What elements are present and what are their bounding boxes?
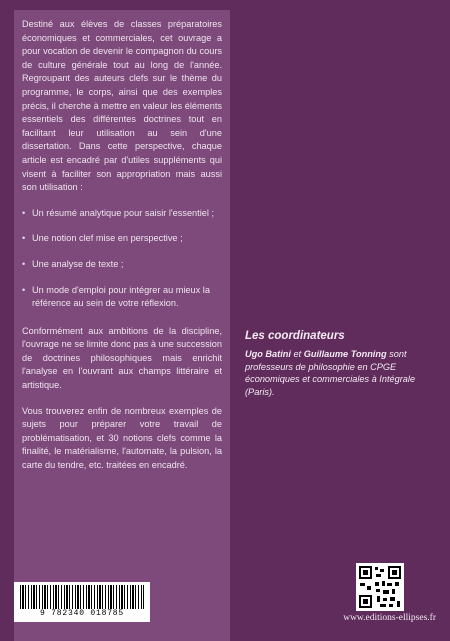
- coordinators-description: sont professeurs de philosophie en CPGE économiques et commerciales à Intégrale (Paris).: [245, 349, 416, 397]
- barcode-number: 9 782340 018785: [39, 609, 124, 618]
- coordinator-name-2: Guillaume Tonning: [303, 349, 387, 359]
- coordinator-name-1: Ugo Batini: [245, 349, 291, 359]
- barcode-bars: [20, 585, 144, 609]
- feature-item: • Une analyse de texte ;: [22, 258, 222, 272]
- feature-item: • Une notion clef mise en perspective ;: [22, 232, 222, 246]
- description-text: [22, 18, 222, 485]
- feature-item: • Un résumé analytique pour saisir l'essentiel ;: [22, 207, 222, 221]
- publisher-website: www.editions-ellipses.fr: [343, 613, 436, 623]
- description-paragraph-3: Vous trouverez enfin de nombreux exemples de sujets pour préparer votre travail de problématisation, et 30 notions clefs comme la finalité, le matérialisme, l'automate, la pulsion, la carte du tendre, etc. traitées en encadré.: [22, 405, 222, 471]
- feature-item: • Un mode d'emploi pour intégrer au mieux la référence au sein de votre réflexion.: [22, 284, 222, 311]
- coordinator-connector: et: [293, 349, 302, 359]
- description-paragraph-2: Conformément aux ambitions de la discipline, l'ouvrage ne se limite donc pas à une succession de doctrines philosophiques mais enrichit l'analyse en l'ouvrant aux champs littéraire et artistique.: [22, 325, 222, 391]
- coordinators-bio: [245, 348, 435, 398]
- isbn-barcode: [14, 582, 150, 622]
- description-paragraph-1: Destiné aux élèves de classes préparatoires économiques et commerciales, cet ouvrage a pour vocation de devenir le compagnon du cours de culture générale tout au long de l'année. Regroupant des auteurs clefs sur le thème du programme, le corps, ainsi que des exemples précis, il cherche à mettre en valeur les éléments essentiels des différentes doctrines tout en facilitant leur utilisation au sein d'une dissertation. Dans cette perspective, chaque article est encadré par d'utiles suppléments qui visent à faciliter son appropriation mais aussi son utilisation :: [22, 19, 222, 193]
- qr-code-icon: [356, 563, 404, 611]
- coordinators-section: [245, 330, 435, 398]
- features-list: [22, 207, 222, 311]
- coordinators-title: Les coordinateurs: [245, 330, 345, 342]
- qr-code: [356, 563, 404, 611]
